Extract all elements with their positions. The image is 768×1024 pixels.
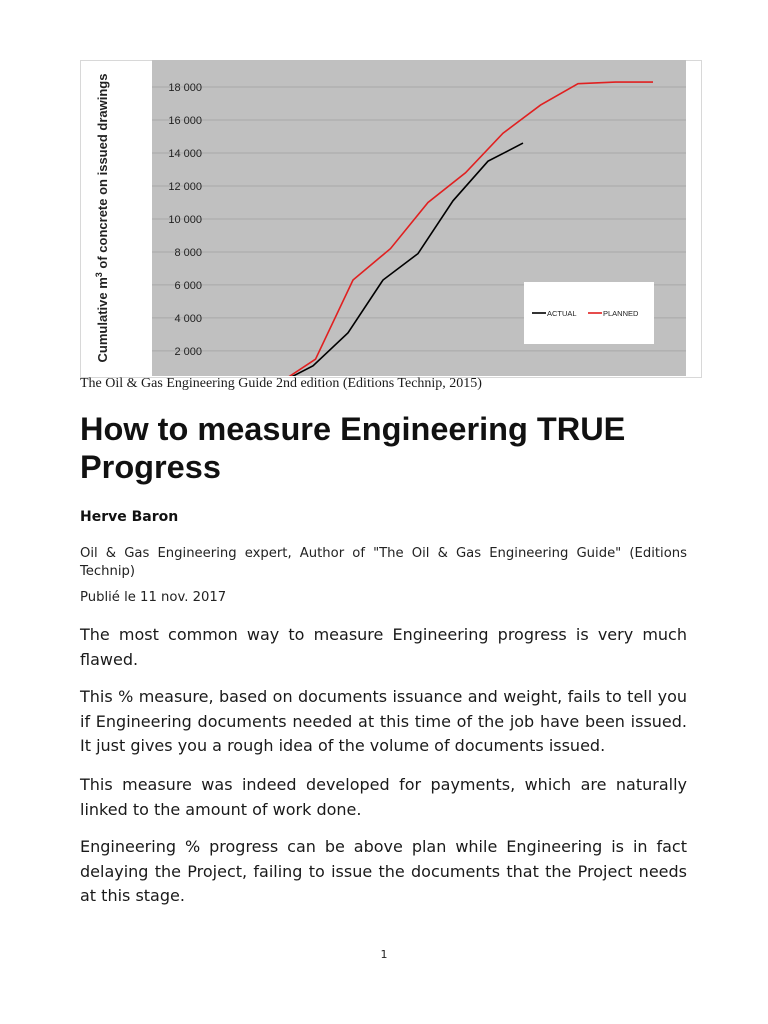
author-affiliation: Oil & Gas Engineering expert, Author of "The Oil & Gas Engineering Guide" (Editions Technip) [80, 546, 687, 579]
legend-label-actual: ACTUAL [547, 309, 577, 318]
y-axis-label: Cumulative $m^3$ of concrete on issued drawings [94, 73, 110, 363]
y-tick-label: 6 000 [174, 279, 202, 292]
y-tick-label: 4 000 [174, 312, 202, 325]
article-title: How to measure Engineering TRUE Progress [80, 411, 626, 485]
y-tick-label: 16 000 [168, 114, 202, 127]
y-tick-label: 8 000 [174, 246, 202, 259]
concrete-progress-chart [80, 60, 702, 378]
chart-figure [80, 60, 702, 378]
y-tick-label: 12 000 [168, 180, 202, 193]
y-tick-label: 18 000 [168, 82, 202, 94]
y-tick-label: 2 000 [174, 345, 202, 358]
paragraph-2: This % measure, based on documents issuance and weight, fails to tell you if Engineering documents needed at this time of the job have been issued. It just gives you a rough idea of the volume of documents issued. [80, 687, 687, 755]
paragraph-1: The most common way to measure Engineering progress is very much flawed. [80, 625, 687, 669]
y-tick-label: 14 000 [168, 147, 202, 160]
author-name: Herve Baron [80, 509, 179, 525]
publish-date: Publié le 11 nov. 2017 [80, 590, 227, 605]
figure-caption: The Oil & Gas Engineering Guide 2nd edition (Editions Technip, 2015) [80, 376, 482, 391]
paragraph-4: Engineering % progress can be above plan while Engineering is in fact delaying the Project, failing to issue the documents that the Project needs at this stage. [80, 837, 687, 905]
y-tick-label: 10 000 [168, 213, 202, 226]
legend-label-planned: PLANNED [603, 309, 639, 318]
paragraph-3: This measure was indeed developed for payments, which are naturally linked to the amount of work done. [80, 775, 687, 819]
page-number: 1 [380, 948, 388, 961]
